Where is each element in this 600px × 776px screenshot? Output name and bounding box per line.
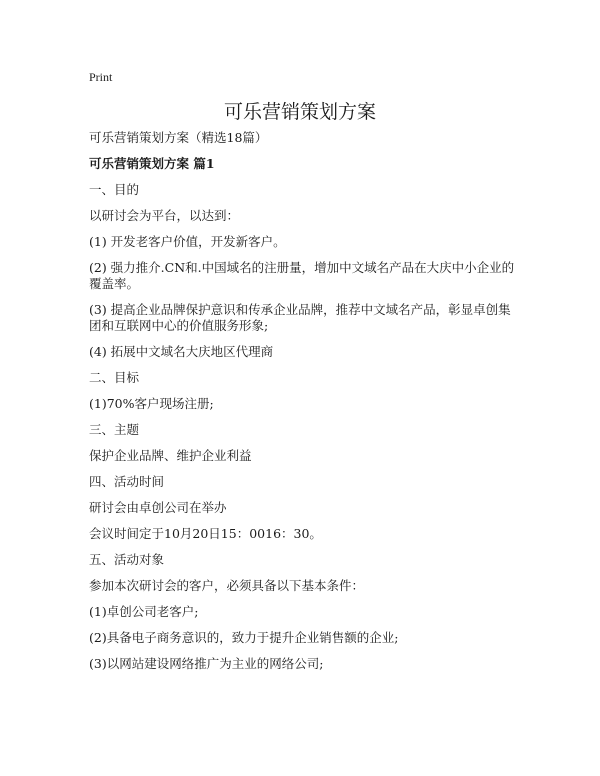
list-item: (1)卓创公司老客户; (89, 604, 199, 619)
print-link[interactable]: Print (89, 70, 113, 84)
document-body (89, 130, 519, 682)
page-title: 可乐营销策划方案 (223, 101, 376, 123)
list-item: (1) 开发老客户价值，开发新客户。 (89, 234, 286, 249)
section-heading-audience: 五、活动对象 (89, 552, 165, 567)
list-item: (1)70%客户现场注册; (89, 396, 214, 411)
list-item: (3) 提高企业品牌保护意识和传承企业品牌，推荐中文域名产品，彰显卓创集团和互联网中心的价值服务形象; (89, 302, 511, 333)
list-item: (4) 拓展中文域名大庆地区代理商 (89, 344, 274, 359)
section-heading-goal: 二、目标 (89, 370, 140, 385)
section-heading-purpose: 一、目的 (89, 182, 140, 197)
paragraph: 保护企业品牌、维护企业利益 (89, 448, 252, 463)
paragraph: 研讨会由卓创公司在举办 (89, 500, 227, 515)
list-item: (2)具备电子商务意识的，致力于提升企业销售额的企业; (89, 630, 399, 645)
section-heading: 可乐营销策划方案 篇1 (89, 156, 215, 171)
list-item: (3)以网站建设网络推广为主业的网络公司; (89, 656, 324, 671)
list-item: (2) 强力推介.CN和.中国域名的注册量，增加中文域名产品在大庆中小企业的覆盖率。 (89, 260, 515, 291)
paragraph: 参加本次研讨会的客户，必须具备以下基本条件： (89, 578, 365, 593)
section-heading-theme: 三、主题 (89, 422, 140, 437)
paragraph: 会议时间定于10月20日15：0016：30。 (89, 526, 322, 541)
document-subtitle: 可乐营销策划方案（精选18篇） (89, 130, 268, 145)
section-heading-time: 四、活动时间 (89, 474, 165, 489)
paragraph: 以研讨会为平台，以达到： (89, 208, 240, 223)
